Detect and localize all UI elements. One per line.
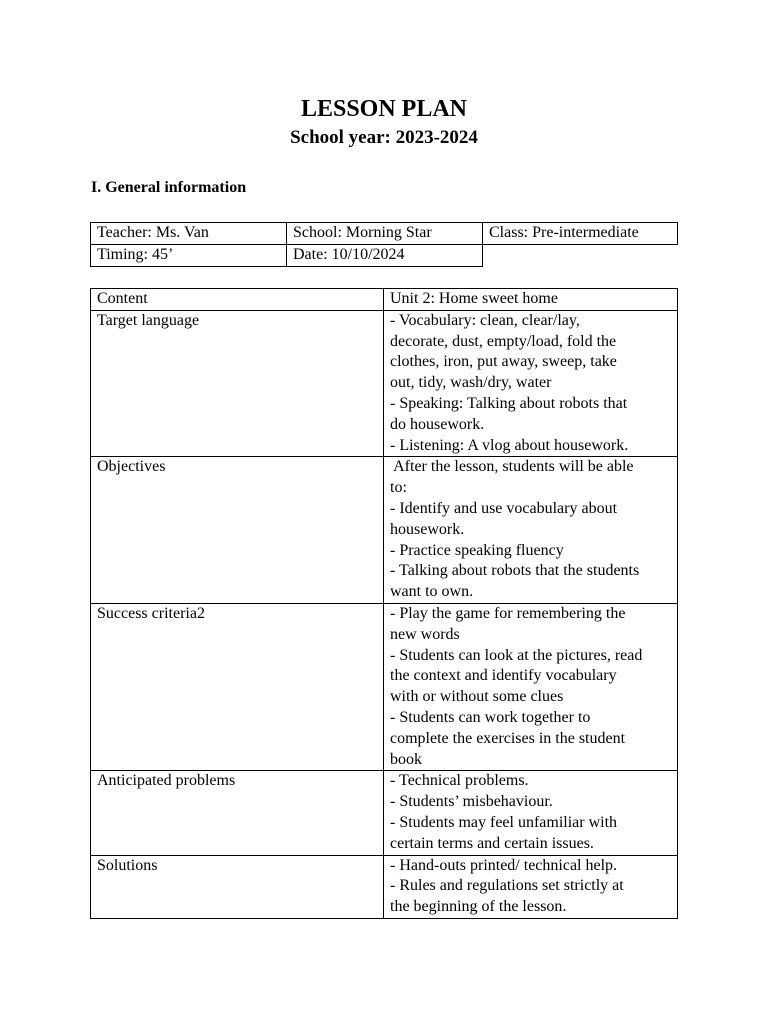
objectives-line: - Identify and use vocabulary about bbox=[390, 499, 618, 517]
success-criteria-line: new words bbox=[390, 625, 460, 643]
objectives-line: - Practice speaking fluency bbox=[390, 541, 564, 559]
table-row-anticipated-problems bbox=[91, 771, 678, 855]
success-criteria-line: - Students can work together to bbox=[390, 708, 591, 726]
empty-cell bbox=[483, 244, 678, 266]
table-row-objectives bbox=[91, 457, 678, 604]
solutions-line: - Rules and regulations set strictly at bbox=[390, 877, 624, 895]
objectives-line: housework. bbox=[390, 520, 465, 538]
solutions-label: Solutions bbox=[91, 855, 384, 918]
anticipated-problems-label: Anticipated problems bbox=[91, 771, 384, 855]
timing-cell: Timing: 45’ bbox=[91, 244, 287, 266]
target-language-line: do housework. bbox=[390, 415, 485, 433]
target-language-line: out, tidy, wash/dry, water bbox=[390, 374, 552, 392]
anticipated-problems-value bbox=[384, 771, 678, 855]
success-criteria-value bbox=[384, 603, 678, 770]
target-language-label: Target language bbox=[91, 310, 384, 457]
anticipated-problems-line: - Students may feel unfamiliar with bbox=[390, 813, 618, 831]
success-criteria-label: Success criteria2 bbox=[91, 603, 384, 770]
anticipated-problems-line: - Students’ misbehaviour. bbox=[390, 793, 553, 811]
success-criteria-line: - Students can look at the pictures, read bbox=[390, 646, 643, 664]
objectives-line: - Talking about robots that the students bbox=[390, 562, 640, 580]
objectives-line: After the lesson, students will be able bbox=[390, 458, 634, 476]
objectives-line: to: bbox=[390, 479, 407, 497]
success-criteria-line: with or without some clues bbox=[390, 688, 564, 706]
section-heading-general-information: I. General information bbox=[91, 179, 247, 196]
target-language-line: clothes, iron, put away, sweep, take bbox=[390, 353, 617, 371]
anticipated-problems-line: - Technical problems. bbox=[390, 772, 529, 790]
table-row-content bbox=[91, 289, 678, 311]
content-label: Content bbox=[91, 289, 384, 311]
content-value: Unit 2: Home sweet home bbox=[384, 289, 678, 311]
target-language-line: decorate, dust, empty/load, fold the bbox=[390, 332, 617, 350]
table-row-solutions bbox=[91, 855, 678, 918]
success-criteria-line: complete the exercises in the student bbox=[390, 729, 626, 747]
objectives-label: Objectives bbox=[91, 457, 384, 604]
class-cell: Class: Pre-intermediate bbox=[483, 223, 678, 245]
teacher-cell: Teacher: Ms. Van bbox=[91, 223, 287, 245]
date-cell: Date: 10/10/2024 bbox=[287, 244, 483, 266]
solutions-value bbox=[384, 855, 678, 918]
anticipated-problems-line: certain terms and certain issues. bbox=[390, 834, 594, 852]
general-info-table bbox=[90, 222, 678, 267]
target-language-line: - Vocabulary: clean, clear/lay, bbox=[390, 311, 580, 329]
objectives-value bbox=[384, 457, 678, 604]
table-row-success-criteria bbox=[91, 603, 678, 770]
target-language-value bbox=[384, 310, 678, 457]
objectives-line: want to own. bbox=[390, 583, 474, 601]
general-info-row-2 bbox=[91, 244, 678, 266]
school-year-subtitle: School year: 2023-2024 bbox=[290, 127, 478, 148]
success-criteria-line: the context and identify vocabulary bbox=[390, 667, 617, 685]
table-row-target-language bbox=[91, 310, 678, 457]
success-criteria-line: book bbox=[390, 750, 422, 768]
school-cell: School: Morning Star bbox=[287, 223, 483, 245]
solutions-line: the beginning of the lesson. bbox=[390, 898, 567, 916]
solutions-line: - Hand-outs printed/ technical help. bbox=[390, 856, 618, 874]
target-language-line: - Speaking: Talking about robots that bbox=[390, 394, 628, 412]
general-info-row-1 bbox=[91, 223, 678, 245]
target-language-line: - Listening: A vlog about housework. bbox=[390, 436, 629, 454]
lesson-plan-table bbox=[90, 288, 678, 919]
page-title: LESSON PLAN bbox=[300, 96, 468, 122]
success-criteria-line: - Play the game for remembering the bbox=[390, 604, 626, 622]
